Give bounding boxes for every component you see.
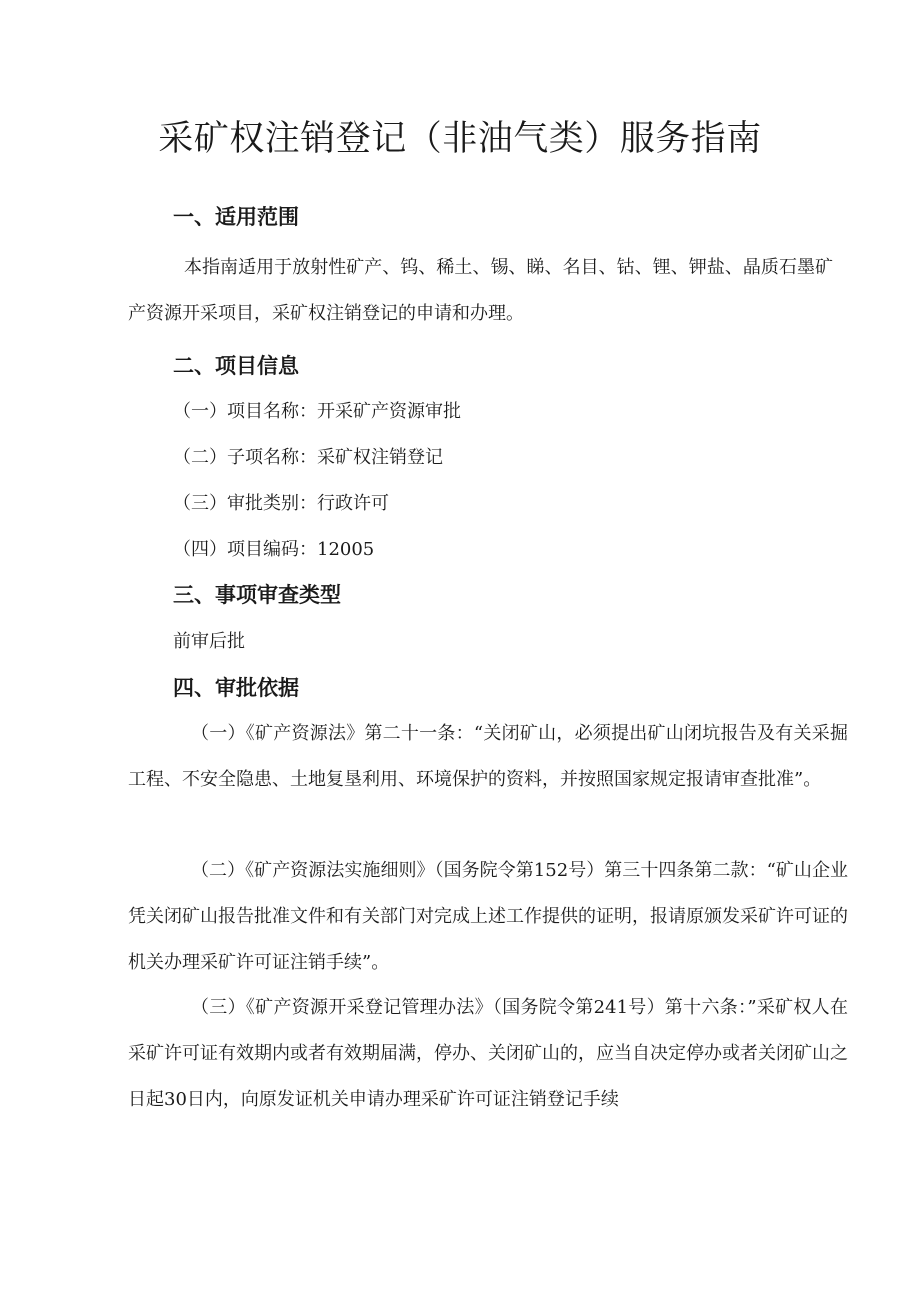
section-heading-review-type: 三、事项审查类型 <box>173 583 341 607</box>
legal-basis-paragraph-2: （二）《矿产资源法实施细则》（国务院令第152号）第三十四条第二款：“矿山企业凭关闭矿山报告批准文件和有关部门对完成上述工作提供的证明，报请原颁发采矿许可证的机关办理采矿许可证注销手续”。 <box>128 860 848 973</box>
project-info-item-category: （三）审批类别：行政许可 <box>173 493 389 514</box>
section-heading-project-info: 二、项目信息 <box>173 354 299 378</box>
project-info-item-subname: （二）子项名称：采矿权注销登记 <box>173 447 443 468</box>
project-info-item-code: （四）项目编码：12005 <box>173 539 375 560</box>
scope-paragraph: 本指南适用于放射性矿产、钨、稀土、锡、睇、名目、钴、锂、钾盐、晶质石墨矿产资源开采项目，采矿权注销登记的申请和办理。 <box>128 257 833 324</box>
section-heading-scope: 一、适用范围 <box>173 205 299 229</box>
legal-basis-paragraph-1: （一）《矿产资源法》第二十一条：“关闭矿山，必须提出矿山闭坑报告及有关采掘工程、不安全隐患、土地复垦利用、环境保护的资料，并按照国家规定报请审查批准”。 <box>128 723 848 790</box>
section-heading-legal-basis: 四、审批依据 <box>173 676 299 700</box>
review-type-text: 前审后批 <box>173 631 245 652</box>
project-info-item-name: （一）项目名称：开采矿产资源审批 <box>173 401 461 422</box>
legal-basis-paragraph-3: （三）《矿产资源开采登记管理办法》（国务院令第241号）第十六条：”采矿权人在采矿许可证有效期内或者有效期届满，停办、关闭矿山的，应当自决定停办或者关闭矿山之日起30日内，向原发证机关申请办理采矿许可证注销登记手续 <box>128 997 848 1110</box>
document-title: 采矿权注销登记（非油气类）服务指南 <box>158 119 762 159</box>
